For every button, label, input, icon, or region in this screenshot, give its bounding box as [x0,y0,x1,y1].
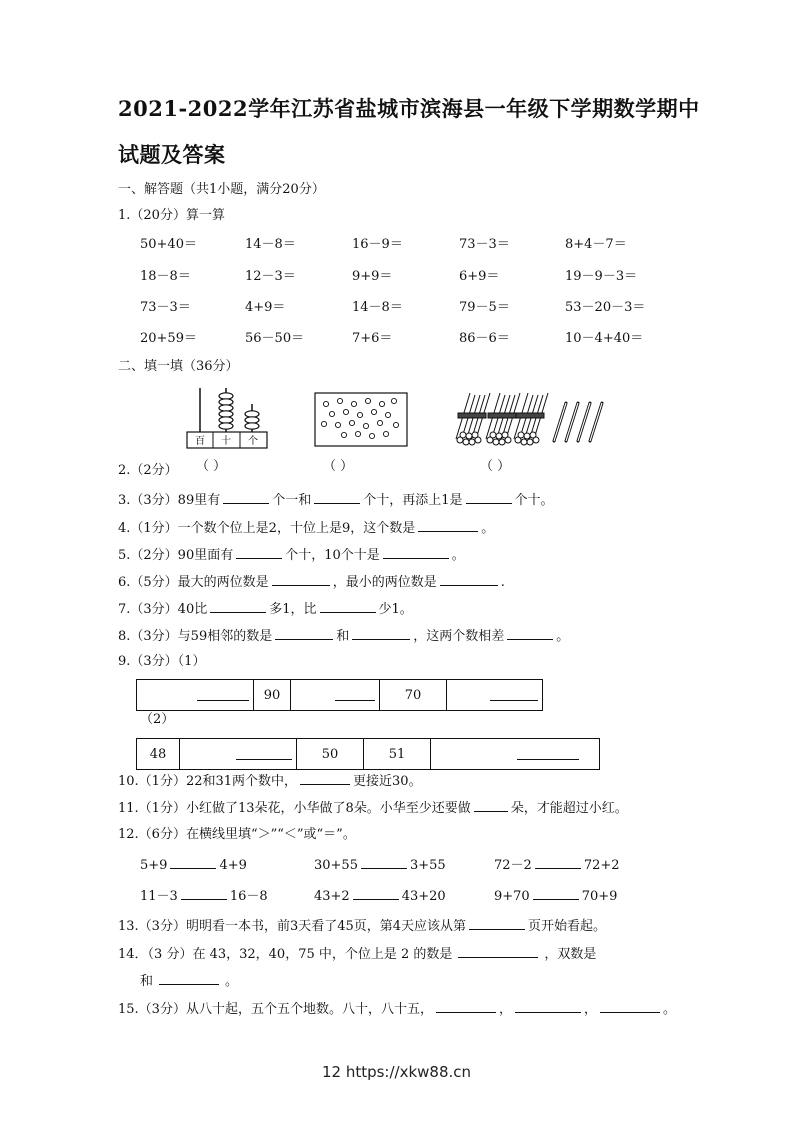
sticks-bundles-figure [444,389,614,449]
comparison-item: 72－2 72+2 [494,855,620,875]
number-sequence-table-2 [136,738,600,770]
calc-item: 9+9＝ [352,269,393,284]
calc-item: 6+9＝ [459,269,500,284]
answer-paren: （ ） [323,459,354,474]
sequence-number: 90 [254,680,291,711]
answer-blank[interactable] [361,855,407,869]
calc-item: 86－6＝ [459,331,510,346]
answer-blank[interactable] [517,745,579,760]
comparison-item: 9+70 70+9 [494,886,617,906]
answer-blank[interactable] [507,626,553,640]
dots-box-figure [314,392,408,448]
calc-item: 14－8＝ [245,237,296,252]
answer-blank[interactable] [181,886,227,900]
answer-blank[interactable] [320,599,376,613]
question-5: 5.（2分）90里面有 个十，10个十是 。 [118,545,465,565]
calc-item: 12－3＝ [245,269,296,284]
answer-blank[interactable] [440,572,498,586]
answer-blank[interactable] [600,999,660,1013]
page-title-continued: 试题及答案 [118,142,226,167]
question-13: 13.（3分）明明看一本书，前3天看了45页，第4天应该从第 页开始看起。 [118,916,606,936]
answer-blank[interactable] [300,771,350,785]
abacus-figure [180,384,280,452]
question-11: 11.（1分）小红做了13朵花，小华做了8朵。小华至少还要做 朵，才能超过小红。 [118,798,628,818]
answer-blank[interactable] [458,944,538,958]
comparison-item: 43+2 43+20 [314,886,446,906]
answer-paren: （ ） [480,459,511,474]
question-15: 15.（3分）从八十起，五个五个地数。八十，八十五， ， ， 。 [118,999,676,1019]
question-7: 7.（3分）40比 多1，比 少1。 [118,599,413,619]
answer-blank[interactable] [352,626,410,640]
answer-blank[interactable] [236,745,292,760]
calc-item: 4+9＝ [245,300,286,315]
sequence-number: 51 [364,739,431,770]
answer-blank[interactable] [466,490,512,504]
abacus-label: 百 [195,436,205,447]
calc-item: 53－20－3＝ [565,300,646,315]
answer-blank[interactable] [314,490,360,504]
question-3: 3.（3分）89里有 个一和 个十，再添上1是 个十。 [118,490,554,510]
abacus-label: 个 [248,436,258,447]
answer-blank[interactable] [490,686,538,701]
answer-blank[interactable] [474,798,508,812]
answer-blank[interactable] [515,999,581,1013]
calc-item: 19－9－3＝ [565,269,638,284]
question-6: 6.（5分）最大的两位数是 ，最小的两位数是 . [118,572,505,592]
answer-blank[interactable] [223,490,269,504]
answer-blank[interactable] [535,855,581,869]
comparison-item: 30+55 3+55 [314,855,446,875]
answer-blank[interactable] [383,545,449,559]
question-9-part-2: （2） [140,712,175,727]
section-heading-1: 一、解答题（共1小题，满分20分） [118,182,325,197]
question-12: 12.（6分）在横线里填“＞”“＜”或“＝”。 [118,827,356,842]
answer-blank[interactable] [197,686,249,701]
answer-blank[interactable] [353,886,399,900]
page-footer: 12 https://xkw88.cn [321,1063,472,1081]
question-10: 10.（1分）22和31两个数中， 更接近30。 [118,771,422,791]
number-sequence-table-1 [136,679,543,711]
answer-blank[interactable] [469,916,525,930]
question-9: 9.（3分）（1） [118,654,206,669]
page-title: 2021-2022学年江苏省盐城市滨海县一年级下学期数学期中 [118,96,700,121]
question-14-continued: 和 。 [140,971,238,991]
calc-item: 16－9＝ [352,237,403,252]
answer-blank[interactable] [159,971,219,985]
calc-item: 10－4+40＝ [565,331,644,346]
question-4: 4.（1分）一个数个位上是2，十位上是9，这个数是 。 [118,518,494,538]
calc-item: 73－3＝ [459,237,510,252]
calc-item: 73－3＝ [140,300,191,315]
question-1: 1.（20分）算一算 [118,208,225,223]
answer-blank[interactable] [418,518,478,532]
calc-item: 50+40＝ [140,237,197,252]
abacus-label: 十 [221,436,231,447]
calc-item: 14－8＝ [352,300,403,315]
sequence-number: 50 [297,739,364,770]
comparison-item: 11－3 16－8 [140,886,268,906]
sequence-number: 70 [380,680,447,711]
answer-paren: （ ） [196,459,227,474]
answer-blank[interactable] [335,686,375,701]
calc-item: 18－8＝ [140,269,191,284]
question-2: 2.（2分） [118,463,178,478]
calc-item: 20+59＝ [140,331,197,346]
answer-blank[interactable] [436,999,496,1013]
answer-blank[interactable] [272,572,330,586]
section-heading-2: 二、填一填（36分） [118,359,239,374]
calc-item: 7+6＝ [352,331,393,346]
comparison-item: 5+9 4+9 [140,855,247,875]
calc-item: 56－50＝ [245,331,305,346]
answer-blank[interactable] [533,886,579,900]
question-14: 14．（3 分）在 43，32，40，75 中，个位上是 2 的数是 ，双数是 [118,944,596,964]
answer-blank[interactable] [210,599,266,613]
sequence-number: 48 [137,739,180,770]
calc-item: 8+4－7＝ [565,237,627,252]
answer-blank[interactable] [236,545,282,559]
answer-blank[interactable] [275,626,333,640]
question-8: 8.（3分）与59相邻的数是 和 ，这两个数相差 。 [118,626,569,646]
answer-blank[interactable] [170,855,216,869]
calc-item: 79－5＝ [459,300,510,315]
